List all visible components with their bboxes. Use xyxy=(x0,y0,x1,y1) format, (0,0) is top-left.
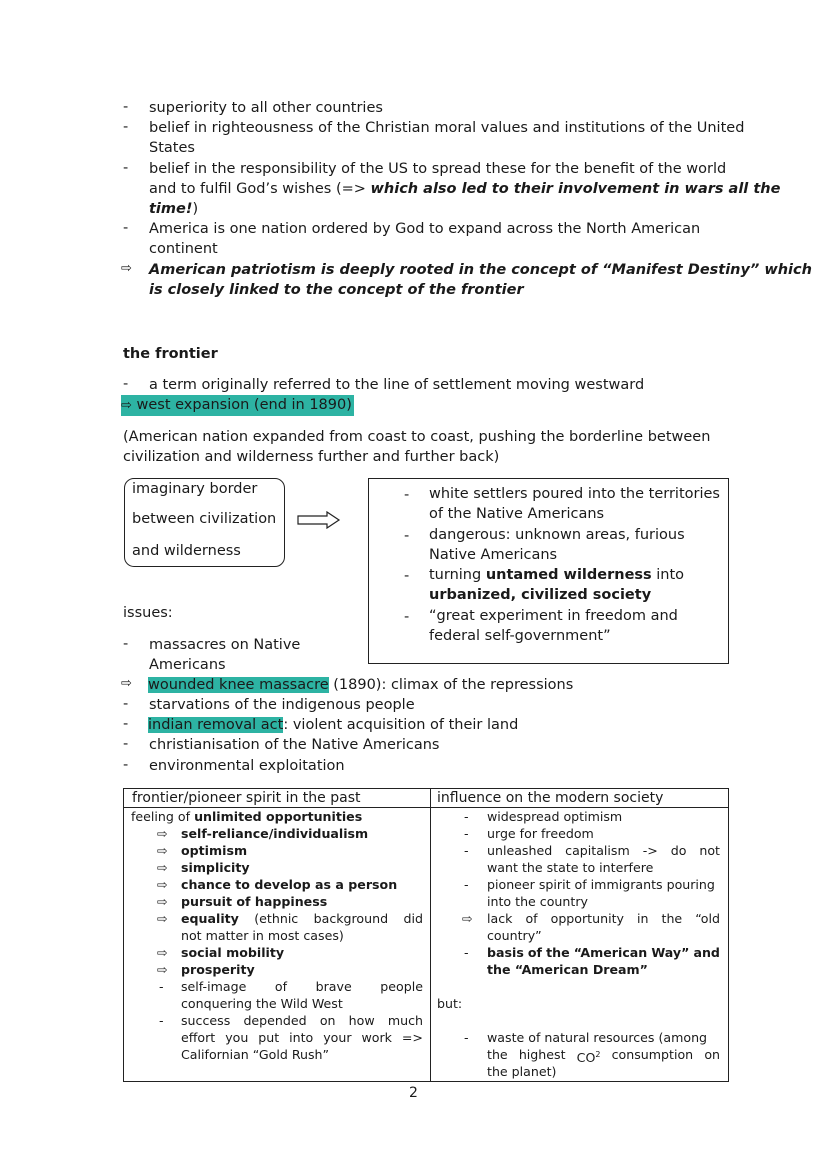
co2-text xyxy=(577,1046,601,1066)
bullet-dash: - xyxy=(123,160,129,176)
cell-line: self-reliance/individualism xyxy=(181,826,369,841)
cell-line: chance to develop as a person xyxy=(181,877,398,892)
text-run: the xyxy=(487,1047,508,1062)
cell-line: country” xyxy=(487,928,542,943)
cell-line: pioneer spirit of immigrants pouring xyxy=(487,877,715,892)
arrow-icon: ⇨ xyxy=(157,826,168,841)
list-item xyxy=(148,675,573,695)
bullet-dash: - xyxy=(159,979,164,994)
text-run: highest xyxy=(518,1047,566,1062)
text-run: “old xyxy=(695,911,720,926)
text-run: opportunity xyxy=(550,911,624,926)
table-cell-past xyxy=(124,808,431,1082)
bullet-dash: - xyxy=(123,696,129,712)
highlighted-item xyxy=(121,395,354,416)
arrow-icon: ⇨ xyxy=(157,860,168,875)
bullet-dash: - xyxy=(123,716,129,732)
text-run: (1890): climax of the repressions xyxy=(328,677,574,693)
cell-line: widespread optimism xyxy=(487,809,623,824)
bullet-dash: - xyxy=(123,757,129,773)
box-text: of the Native Americans xyxy=(429,506,605,522)
bullet-dash: - xyxy=(464,843,469,858)
text-run: : violent acquisition of their land xyxy=(283,717,519,733)
list-item-cont xyxy=(149,199,198,219)
text-run: consumption xyxy=(611,1047,694,1062)
bullet-dash: - xyxy=(464,1030,469,1045)
box-text: white settlers poured into the territories xyxy=(429,486,720,502)
arrow-icon: ⇨ xyxy=(157,945,168,960)
bullet-dash: - xyxy=(159,1013,164,1028)
list-item-cont: Americans xyxy=(149,657,226,673)
text-run: => xyxy=(401,1030,423,1045)
cell-line xyxy=(181,1012,423,1029)
text-run: the xyxy=(661,911,683,926)
highlighted-text: indian removal act xyxy=(148,717,284,733)
text-run: CO xyxy=(576,1050,596,1066)
text-run: not xyxy=(699,843,720,858)
text-run: in xyxy=(637,911,649,926)
list-item: environmental exploitation xyxy=(149,758,345,774)
arrow-icon: ⇨ xyxy=(121,398,132,413)
text-run: lack xyxy=(487,911,513,926)
page-number: 2 xyxy=(409,1085,418,1101)
cell-line xyxy=(131,808,362,825)
text-run: how xyxy=(348,1013,375,1028)
bold-text: unlimited opportunities xyxy=(194,809,363,824)
text-run: self-image xyxy=(181,979,247,994)
text-run: people xyxy=(380,979,423,994)
bullet-dash: - xyxy=(464,826,469,841)
text-run: work xyxy=(361,1030,392,1045)
text-run: on xyxy=(319,1013,336,1028)
text-run: into xyxy=(289,1030,314,1045)
text-run: put xyxy=(258,1030,280,1045)
cell-line xyxy=(487,944,720,961)
text-run: brave xyxy=(315,979,352,994)
cell-line: into the country xyxy=(487,894,588,909)
text-run: (ethnic xyxy=(254,911,299,926)
box-text: “great experiment in freedom and xyxy=(429,608,678,624)
list-item: massacres on Native xyxy=(149,637,301,653)
text-run: success xyxy=(181,1013,231,1028)
table-header-cell xyxy=(431,789,729,808)
text-run: “American xyxy=(573,945,648,960)
box-text: between civilization xyxy=(132,511,277,527)
text-run: the xyxy=(546,945,570,960)
cell-line xyxy=(487,842,720,859)
text-run: much xyxy=(387,1013,423,1028)
bold-text: equality xyxy=(181,911,239,926)
list-item: superiority to all other countries xyxy=(149,100,383,116)
bold-text: untamed wilderness xyxy=(485,567,652,583)
text-run: and xyxy=(693,945,720,960)
list-item: starvations of the indigenous people xyxy=(149,697,415,713)
text-run: of xyxy=(274,979,288,994)
bullet-dash: - xyxy=(464,877,469,892)
text-run: ) xyxy=(192,201,199,217)
bullet-dash: - xyxy=(123,119,129,135)
text-run: did xyxy=(403,911,423,926)
cell-line xyxy=(181,910,423,927)
arrow-icon: ⇨ xyxy=(157,962,168,977)
bullet-dash: - xyxy=(404,528,410,544)
paragraph-line: (American nation expanded from coast to coast, pushing the borderline between xyxy=(123,429,711,445)
arrow-icon: ⇨ xyxy=(121,261,132,276)
bullet-dash: - xyxy=(123,736,129,752)
text-run: into xyxy=(651,567,685,583)
text-run: -> xyxy=(642,843,658,858)
list-item: a term originally referred to the line of settlement moving westward xyxy=(149,377,645,393)
cell-line xyxy=(181,1029,423,1046)
table-header-right: influence on the modern society xyxy=(437,790,664,806)
emphasis-text: which also led to their involvement in wars all the xyxy=(370,181,781,197)
table-header-cell xyxy=(124,789,431,808)
box-text: Native Americans xyxy=(429,547,558,563)
list-item-cont xyxy=(149,179,780,199)
cell-line: conquering the Wild West xyxy=(181,996,343,1011)
text-run: Way” xyxy=(651,945,690,960)
arrow-icon: ⇨ xyxy=(157,877,168,892)
cell-line xyxy=(181,978,423,995)
cell-line: the planet) xyxy=(487,1064,557,1079)
box-text: and wilderness xyxy=(132,543,241,559)
text-run: on xyxy=(704,1047,720,1062)
bullet-dash: - xyxy=(464,945,469,960)
arrow-icon: ⇨ xyxy=(157,911,168,926)
table-header-left: frontier/pioneer spirit in the past xyxy=(132,790,361,806)
conclusion-line: American patriotism is deeply rooted in the concept of “Manifest Destiny” which xyxy=(149,262,812,278)
arrow-icon: ⇨ xyxy=(121,676,132,691)
box-text: dangerous: unknown areas, furious xyxy=(429,527,685,543)
bullet-dash: - xyxy=(404,568,410,584)
cell-line: social mobility xyxy=(181,945,285,960)
cell-line: urge for freedom xyxy=(487,826,594,841)
text-run: effort xyxy=(181,1030,216,1045)
text-run: of xyxy=(527,945,543,960)
bullet-dash: - xyxy=(123,99,129,115)
list-item xyxy=(148,715,518,735)
issues-label: issues: xyxy=(123,605,173,621)
arrow-icon: ⇨ xyxy=(462,911,473,926)
text-run: do xyxy=(670,843,687,858)
section-heading: the frontier xyxy=(123,346,218,362)
text-run: unleashed xyxy=(487,843,553,858)
text-run: turning xyxy=(429,567,486,583)
cell-line: prosperity xyxy=(181,962,255,977)
arrow-icon: ⇨ xyxy=(157,894,168,909)
text-run: feeling of xyxy=(131,809,195,824)
list-item: christianisation of the Native Americans xyxy=(149,737,440,753)
list-item: belief in the responsibility of the US to spread these for the benefit of the world xyxy=(149,161,727,177)
text-run: background xyxy=(313,911,389,926)
box-text: federal self-government” xyxy=(429,628,611,644)
comparison-table xyxy=(123,788,729,1082)
highlighted-text: west expansion (end in 1890) xyxy=(136,397,352,413)
cell-line: waste of natural resources (among xyxy=(487,1030,708,1045)
cell-line xyxy=(487,910,720,927)
text-run: and to fulfil God’s wishes (=> xyxy=(149,181,371,197)
cell-line: want the state to interfere xyxy=(487,860,654,875)
bullet-dash: - xyxy=(464,809,469,824)
list-item: America is one nation ordered by God to expand across the North American xyxy=(149,221,701,237)
text-run: of xyxy=(525,911,538,926)
bullet-dash: - xyxy=(123,220,129,236)
bullet-dash: - xyxy=(123,636,129,652)
bullet-dash: - xyxy=(404,487,410,503)
list-item: belief in righteousness of the Christian moral values and institutions of the United xyxy=(149,120,745,136)
superscript: 2 xyxy=(595,1050,601,1059)
cell-line: optimism xyxy=(181,843,248,858)
text-run: your xyxy=(323,1030,352,1045)
paragraph-line: civilization and wilderness further and further back) xyxy=(123,449,500,465)
text-run: capitalism xyxy=(565,843,630,858)
box-text: imaginary border xyxy=(132,481,258,497)
text-run: depended xyxy=(243,1013,307,1028)
cell-line: Californian “Gold Rush” xyxy=(181,1047,330,1062)
cell-line: not matter in most cases) xyxy=(181,928,344,943)
list-item-cont: States xyxy=(149,140,195,156)
but-label: but: xyxy=(437,996,463,1011)
cell-line: the “American Dream” xyxy=(487,962,648,977)
right-arrow-icon xyxy=(297,511,341,529)
bullet-dash: - xyxy=(404,609,410,625)
arrow-icon: ⇨ xyxy=(157,843,168,858)
list-item-cont: continent xyxy=(149,241,218,257)
box-text xyxy=(429,565,684,585)
bullet-dash: - xyxy=(123,376,129,392)
text-run: basis xyxy=(487,945,524,960)
cell-line: simplicity xyxy=(181,860,250,875)
cell-line: pursuit of happiness xyxy=(181,894,328,909)
table-cell-modern xyxy=(431,808,729,1082)
highlighted-text: wounded knee massacre xyxy=(148,677,329,693)
text-run: you xyxy=(225,1030,249,1045)
box-text: urbanized, civilized society xyxy=(429,587,652,603)
emphasis-text: time! xyxy=(149,201,193,217)
conclusion-line: is closely linked to the concept of the frontier xyxy=(149,282,524,298)
